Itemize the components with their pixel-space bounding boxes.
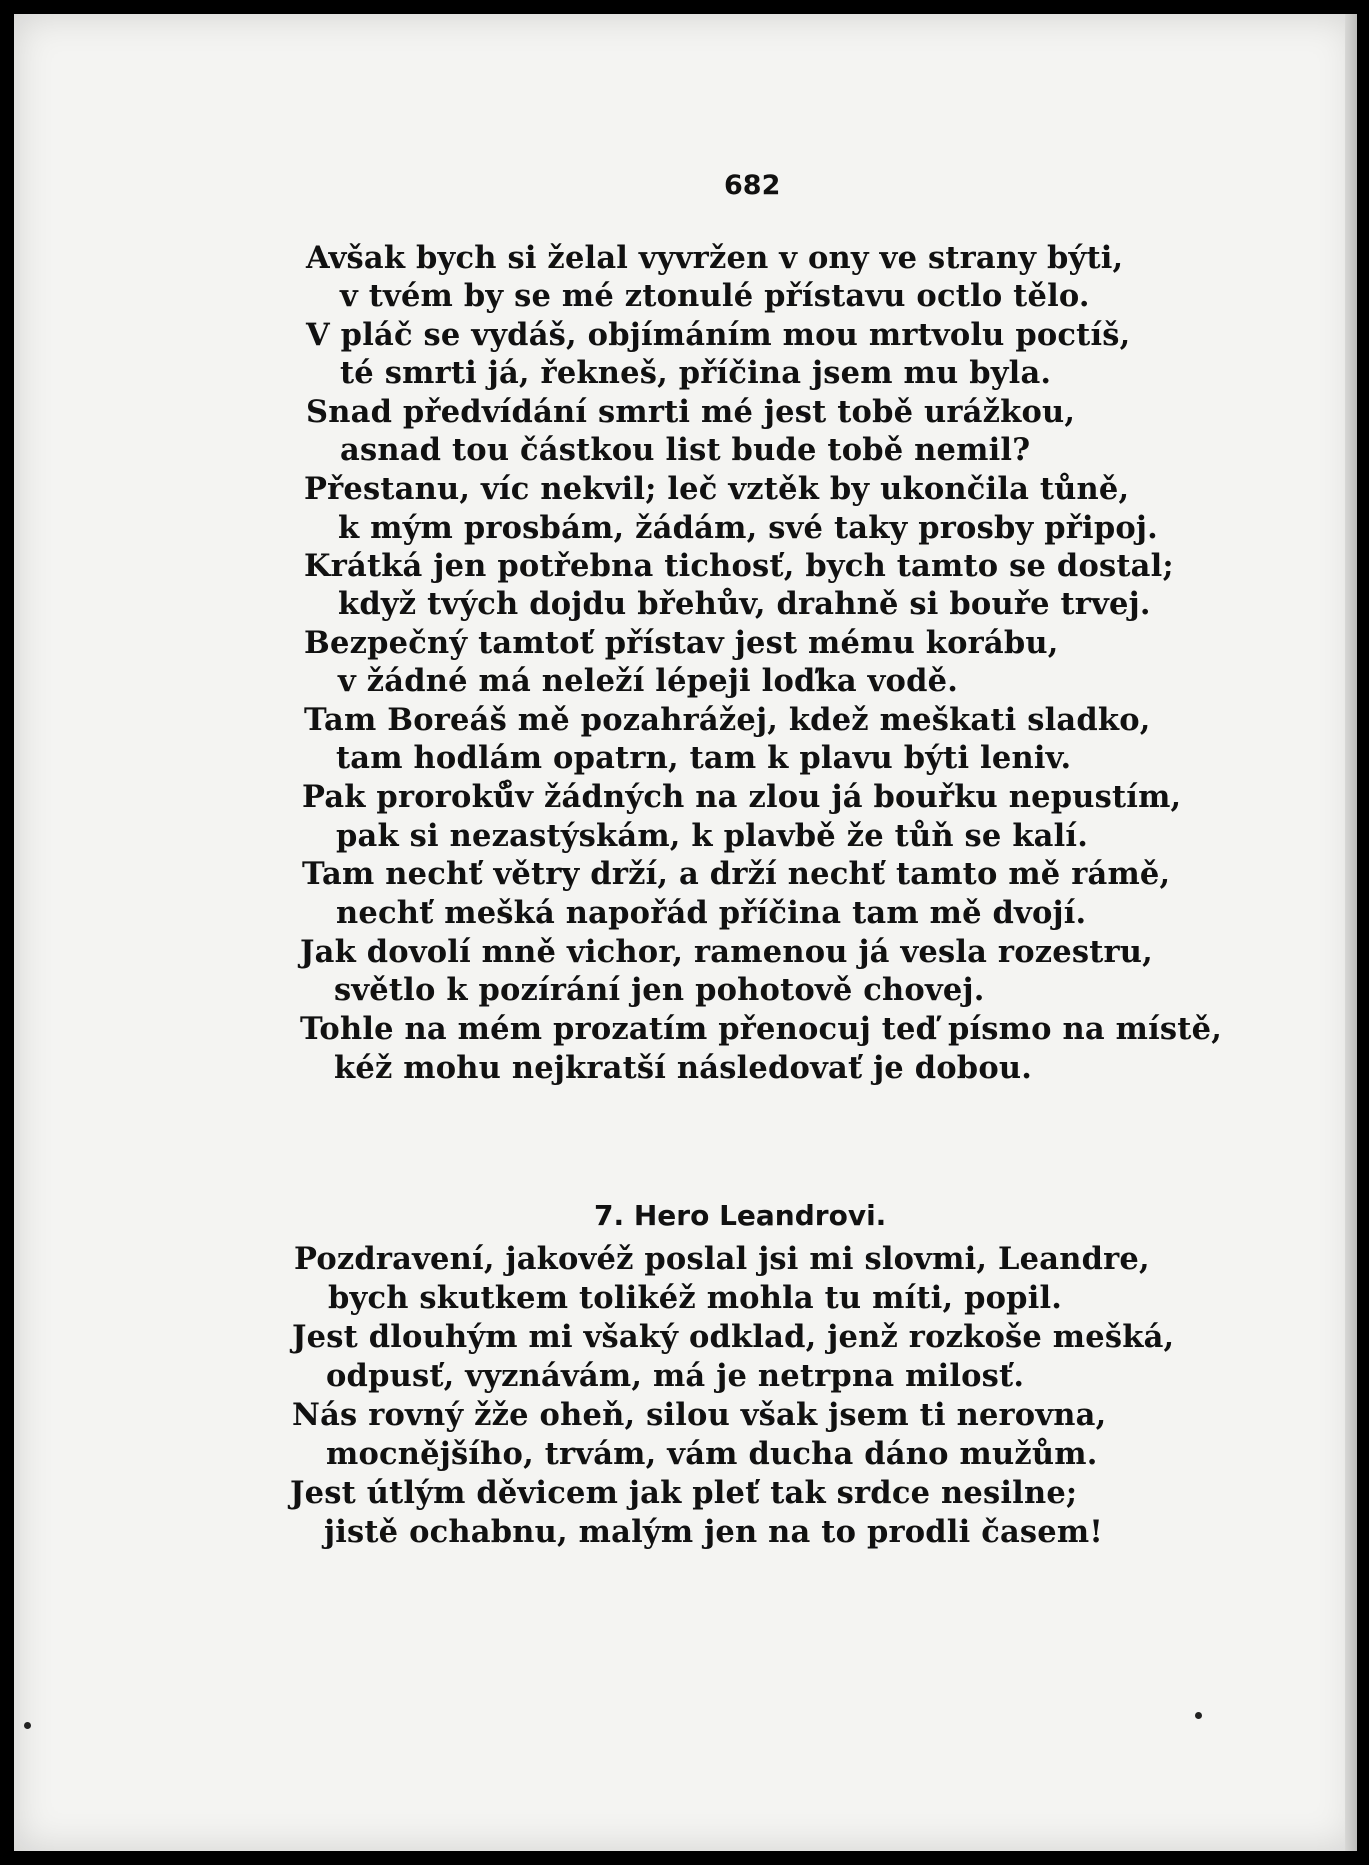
verse-line: asnad tou částkou list bude tobě nemil? — [340, 432, 1031, 468]
verse-line: Tam nechť větry drží, a drží nechť tamto mě rámě, — [302, 856, 1171, 892]
section-heading: 7. Hero Leandrovi. — [594, 1199, 887, 1232]
verse-line: Jest dlouhým mi všaký odklad, jenž rozkoše mešká, — [292, 1319, 1175, 1355]
verse-line: Přestanu, víc nekvil; leč vztěk by ukončila tůně, — [304, 471, 1130, 507]
verse-line: Bezpečný tamtoť přístav jest mému korábu, — [304, 625, 1059, 661]
verse-line: nechť mešká napořád příčina tam mě dvojí. — [336, 895, 1087, 931]
verse-line: když tvých dojdu břehův, drahně si bouře trvej. — [338, 586, 1151, 622]
page-number: 682 — [724, 170, 781, 201]
verse-line: Snad předvídání smrti mé jest tobě urážkou, — [306, 394, 1076, 430]
page-edge — [1345, 14, 1357, 1851]
verse-line: Jak dovolí mně vichor, ramenou já vesla rozestru, — [300, 934, 1153, 970]
verse-line: Pozdravení, jakovéž poslal jsi mi slovmi, Leandre, — [294, 1241, 1150, 1277]
verse-line: Tohle na mém prozatím přenocuj teď písmo na místě, — [300, 1011, 1223, 1047]
verse-line: Avšak bych si želal vyvržen v ony ve strany býti, — [306, 240, 1124, 276]
verse-line: té smrti já, řekneš, příčina jsem mu byla. — [340, 355, 1052, 391]
scan-speck — [1195, 1712, 1202, 1719]
verse-line: k mým prosbám, žádám, své taky prosby připoj. — [338, 510, 1158, 546]
verse-line: kéž mohu nejkratší následovať je dobou. — [334, 1050, 1033, 1086]
verse-line: odpusť, vyznávám, má je netrpna milosť. — [326, 1358, 1025, 1394]
verse-line: bych skutkem tolikéž mohla tu míti, popil. — [328, 1280, 1063, 1316]
verse-line: světlo k pozírání jen pohotově chovej. — [334, 972, 985, 1008]
verse-line: mocnějšího, trvám, vám ducha dáno mužům. — [326, 1436, 1098, 1472]
verse-line: v žádné má neleží lépeji loďka vodě. — [338, 663, 959, 699]
book-page — [14, 14, 1357, 1851]
scan-speck — [24, 1722, 31, 1729]
verse-line: Jest útlým děvicem jak pleť tak srdce nesilne; — [290, 1475, 1078, 1511]
verse-line: V pláč se vydáš, objímáním mou mrtvolu poctíš, — [306, 317, 1131, 353]
verse-line: tam hodlám opatrn, tam k plavu býti leniv. — [336, 740, 1072, 776]
verse-line: v tvém by se mé ztonulé přístavu octlo tělo. — [340, 278, 1090, 314]
verse-line: Krátká jen potřebna tichosť, bych tamto se dostal; — [304, 548, 1174, 584]
verse-line: pak si nezastýskám, k plavbě že tůň se kalí. — [336, 818, 1089, 854]
verse-line: jistě ochabnu, malým jen na to prodli časem! — [324, 1514, 1103, 1550]
verse-line: Pak proroků̊v žádných na zlou já bouřku nepustím, — [302, 779, 1182, 815]
verse-line: Nás rovný žže oheň, silou však jsem ti nerovna, — [292, 1397, 1107, 1433]
verse-line: Tam Boreáš mě pozahrážej, kdež meškati sladko, — [304, 702, 1151, 738]
